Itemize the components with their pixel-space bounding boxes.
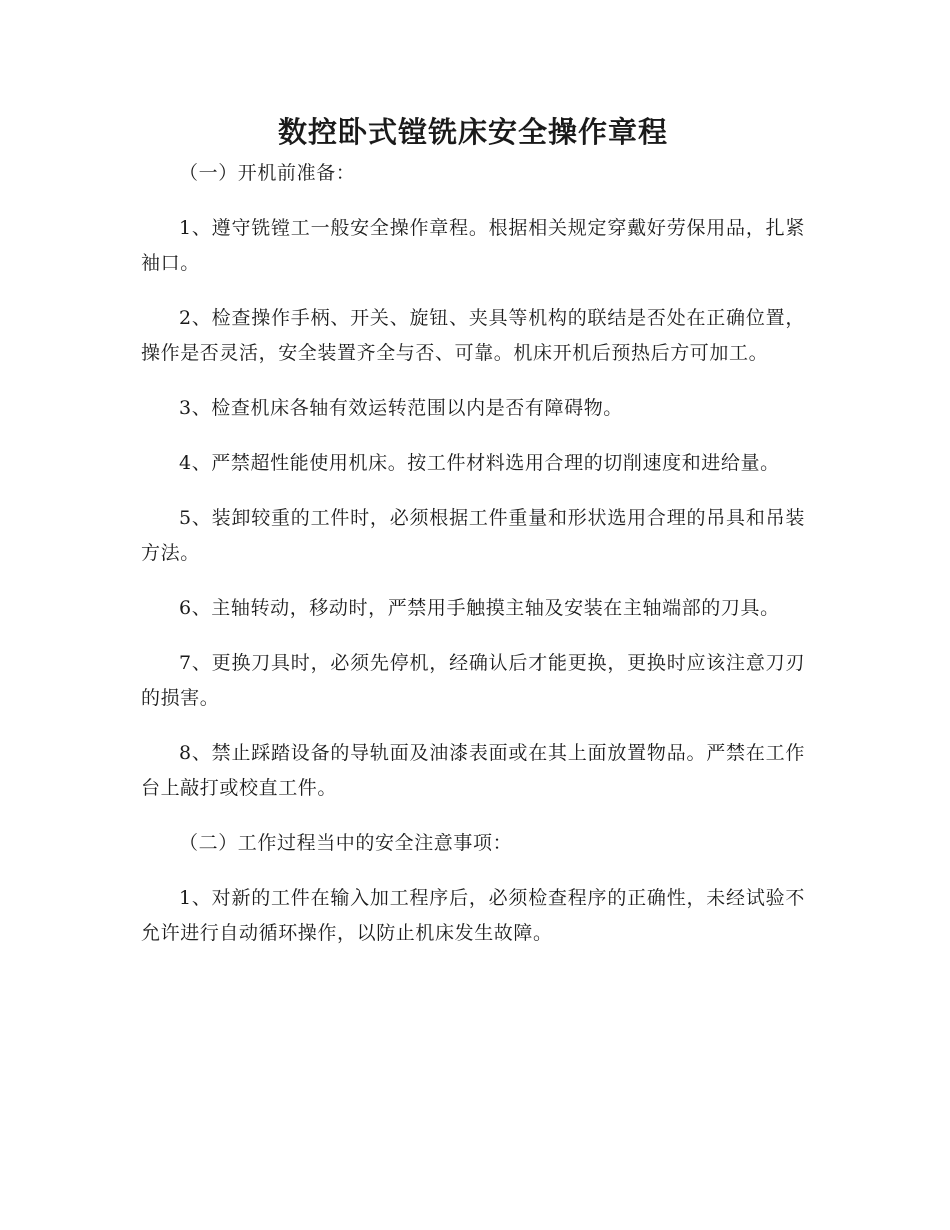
section-heading-1: （一）开机前准备： <box>179 162 356 184</box>
paragraph-1-5: 5、装卸较重的工件时，必须根据工件重量和形状选用合理的吊具和吊装方法。 <box>141 507 805 564</box>
paragraph-1-6: 6、主轴转动，移动时，严禁用手触摸主轴及安装在主轴端部的刀具。 <box>179 597 780 619</box>
paragraph-1-4: 4、严禁超性能使用机床。按工件材料选用合理的切削速度和进给量。 <box>179 452 780 474</box>
document-page <box>141 108 805 971</box>
document-title: 数控卧式镗铣床安全操作章程 <box>277 115 668 149</box>
section-heading-2: （二）工作过程当中的安全注意事项： <box>179 832 513 854</box>
paragraph-1-2: 2、检查操作手柄、开关、旋钮、夹具等机构的联结是否处在正确位置，操作是否灵活，安全装置齐全与否、可靠。机床开机后预热后方可加工。 <box>141 307 805 364</box>
paragraph-1-7: 7、更换刀具时，必须先停机，经确认后才能更换，更换时应该注意刀刃的损害。 <box>141 652 805 709</box>
paragraph-2-1: 1、对新的工件在输入加工程序后，必须检查程序的正确性，未经试验不允许进行自动循环操作，以防止机床发生故障。 <box>141 887 805 944</box>
paragraph-1-8: 8、禁止踩踏设备的导轨面及油漆表面或在其上面放置物品。严禁在工作台上敲打或校直工件。 <box>141 742 805 799</box>
paragraph-1-1: 1、遵守铣镗工一般安全操作章程。根据相关规定穿戴好劳保用品，扎紧袖口。 <box>141 217 805 274</box>
paragraph-1-3: 3、检查机床各轴有效运转范围以内是否有障碍物。 <box>179 397 623 419</box>
